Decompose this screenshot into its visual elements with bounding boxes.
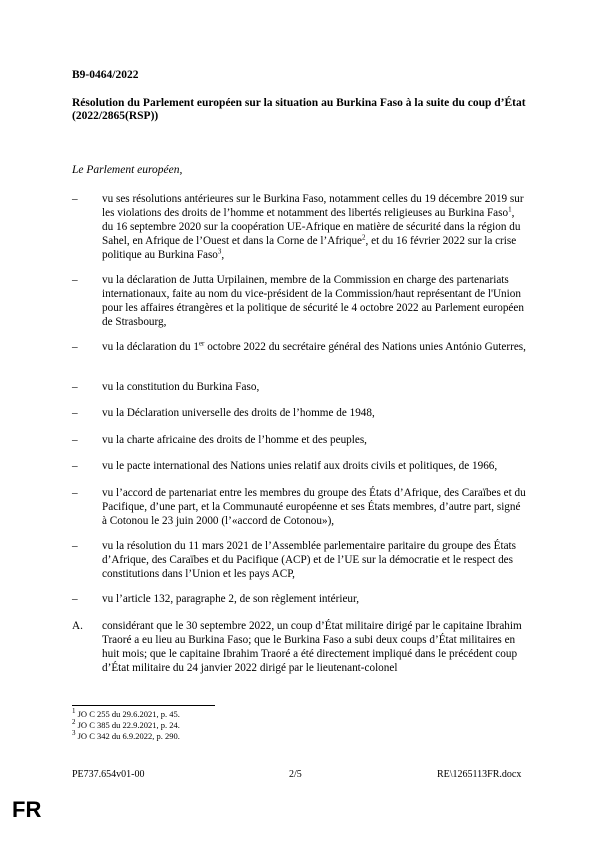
citation-marker: – — [72, 193, 78, 205]
citation-marker: – — [72, 540, 78, 552]
intro-line: Le Parlement européen, — [72, 164, 183, 176]
citation-text: vu la déclaration du 1er octobre 2022 du secrétaire général des Nations unies António Guterres, — [102, 339, 526, 353]
citation-item — [72, 273, 528, 329]
citation-text: vu ses résolutions antérieures sur le Burkina Faso, notamment celles du 19 décembre 2019 sur les violations des droits de l’homme et notamment des libertés religieuses au Burkina Faso$^1$, du 16 septembre 2020 sur la coopération UE-Afrique en matière de sécurité dans la région du Sahel, en Afrique de l’Ouest et dans la Corne de l’Afrique$^2$, et du 16 février 2022 sur la crise politique au Burkina Faso$^3$, — [102, 193, 524, 261]
language-badge: FR — [12, 797, 42, 822]
document-reference: B9-0464/2022 — [72, 69, 139, 81]
citation-text: vu la Déclaration universelle des droits de l’homme de 1948, — [102, 407, 375, 419]
footnote-ref: 2 — [362, 233, 366, 242]
citation-marker: – — [72, 341, 78, 353]
citation-item — [72, 592, 528, 606]
citation-item — [72, 486, 528, 528]
footnote: $^2$ JO C 385 du 22.9.2021, p. 24. — [72, 718, 180, 730]
footnote-ref: 1 — [508, 205, 512, 214]
citation-item — [72, 433, 528, 447]
recital-text: considérant que le 30 septembre 2022, un coup d’État militaire dirigé par le capitaine Ibrahim Traoré a eu lieu au Burkina Faso; que le Burkina Faso a subi deux coups d’État militaires en huit mois; que le capitaine Ibrahim Traoré a été directement impliqué dans le précédent coup d’État militaire du 24 janvier 2022 dirigé par le lieutenant-colonel — [102, 620, 522, 674]
citation-text: vu la résolution du 11 mars 2021 de l’Assemblée parlementaire paritaire du groupe des États d’Afrique, des Caraïbes et du Pacifique (ACP) et de l’UE sur la démocratie et le respect des constitutions dans l’Union et les pays ACP, — [102, 540, 517, 580]
citation-item — [72, 340, 528, 354]
footnote-ref: 3 — [217, 247, 222, 256]
citation-marker: – — [72, 434, 78, 446]
footer-page-number: 2/5 — [289, 769, 302, 780]
citation-marker: – — [72, 407, 78, 419]
resolution-title — [72, 97, 532, 122]
footnote: $^1$ JO C 255 du 29.6.2021, p. 45. — [72, 707, 180, 719]
citation-marker: – — [72, 460, 78, 472]
citation-item — [72, 192, 528, 262]
citation-text: vu la charte africaine des droits de l’homme et des peuples, — [102, 434, 367, 446]
footnote: $^3$ JO C 342 du 6.9.2022, p. 290. — [72, 729, 180, 741]
recital-marker: A. — [72, 620, 83, 632]
resolution-title-text: Résolution du Parlement européen sur la situation au Burkina Faso à la suite du coup d’État — [72, 97, 526, 109]
citation-item — [72, 539, 528, 581]
footnote-separator — [72, 705, 215, 706]
citation-marker: – — [72, 593, 78, 605]
citation-text: vu l’accord de partenariat entre les membres du groupe des États d’Afrique, des Caraïbes et du Pacifique, d’une part, et la Communauté européenne et ses États membres, d’autre part, signé à Cotonou le 23 juin 2000 (l’«accord de Cotonou»), — [102, 487, 526, 527]
recital-item — [72, 619, 528, 675]
citation-item — [72, 380, 528, 394]
footer-document-number: PE737.654v01-00 — [72, 769, 145, 780]
citation-item — [72, 406, 528, 420]
citation-item — [72, 459, 528, 473]
citation-marker: – — [72, 381, 78, 393]
procedure-number: (2022/2865(RSP)) — [72, 109, 159, 122]
citation-text: vu la déclaration de Jutta Urpilainen, membre de la Commission en charge des partenariats internationaux, faite au nom du vice-président de la Commission/haut représentant de l'Union pour les affaires étrangères et la politique de sécurité le 4 octobre 2022 au Parlement européen de Strasbourg, — [102, 274, 524, 328]
citation-text: vu l’article 132, paragraphe 2, de son règlement intérieur, — [102, 593, 360, 605]
footer-file-name: RE\1265113FR.docx — [437, 769, 522, 780]
citation-marker: – — [72, 274, 78, 286]
citation-marker: – — [72, 487, 78, 499]
citation-text: vu la constitution du Burkina Faso, — [102, 381, 260, 393]
citation-text: vu le pacte international des Nations unies relatif aux droits civils et politiques, de 1966, — [102, 460, 498, 472]
